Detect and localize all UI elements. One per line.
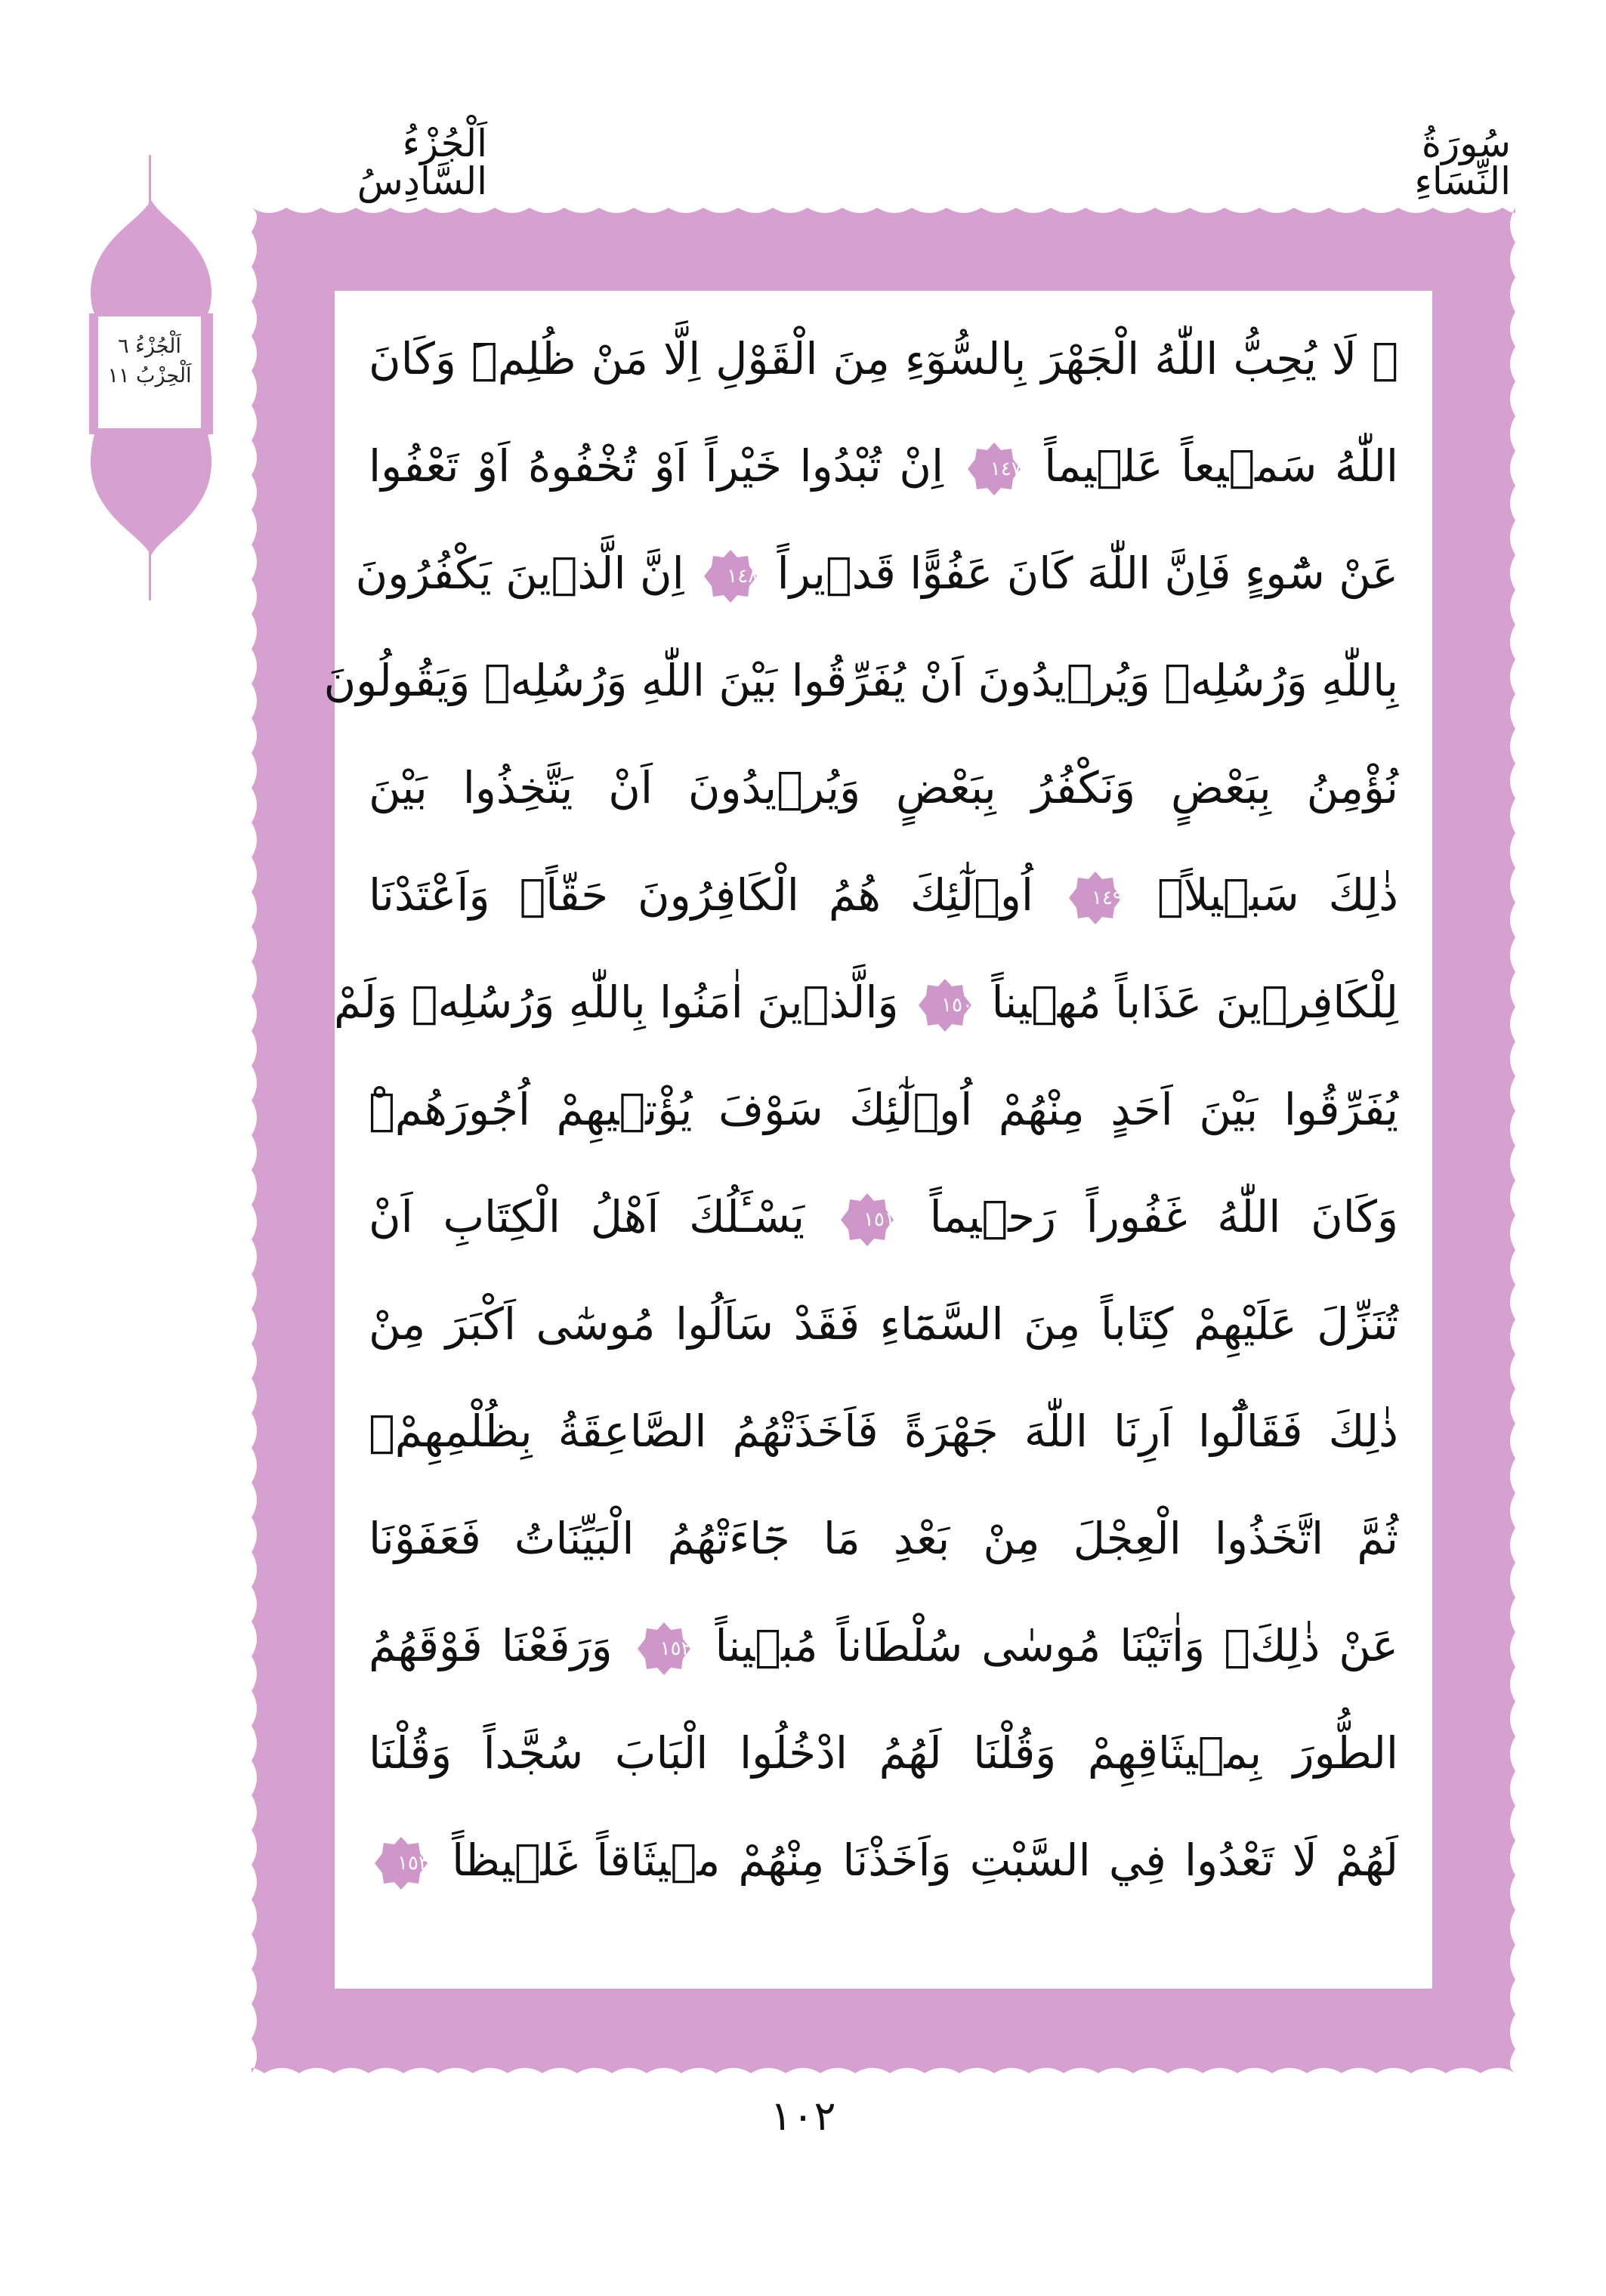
ayah-number-marker — [636, 1621, 692, 1677]
ayah-number-marker — [703, 548, 758, 604]
juz-hizb-box — [95, 313, 204, 431]
ayah-number: ١٤٨ — [727, 564, 759, 588]
verse-text: عَنْ ذٰلِكَۚ وَاٰتَيْنَا مُوسٰى سُلْطَاناً مُب۪يناً — [715, 1620, 1398, 1671]
verse-line — [369, 1600, 1398, 1691]
ayah-number-marker — [839, 1192, 895, 1248]
verse-line — [369, 313, 1398, 404]
verse-text: تُنَزِّلَ عَلَيْهِمْ كِتَاباً مِنَ السَّمَٓاءِ فَقَدْ سَاَلُوا مُوسٰٓى اَكْبَرَ مِنْ — [369, 1298, 1398, 1350]
surah-name-header: سُورَةُ النِّسَاءِ — [1414, 122, 1511, 203]
verse-line — [369, 1815, 1398, 1906]
verse-text: وَالَّذ۪ينَ اٰمَنُوا بِاللّٰهِ وَرُسُلِه۪ وَلَمْ — [333, 977, 899, 1028]
verse-line — [333, 957, 1398, 1048]
juz-name-header: اَلْجُزْءُ السَّادِسُ — [357, 122, 487, 203]
text-panel — [323, 291, 1432, 1989]
verse-text: ذٰلِكَ سَب۪يلاًۙ — [1157, 869, 1399, 921]
verse-text: اللّٰهُ سَم۪يعاً عَل۪يماً — [1044, 440, 1398, 492]
ayah-number: ١٥٠ — [941, 993, 974, 1017]
verse-text: اِنْ تُبْدُوا خَيْراً اَوْ تُخْفُوهُ اَوْ تَعْفُوا — [369, 440, 944, 492]
verse-text: ذٰلِكَ فَقَالُٓوا اَرِنَا اللّٰهَ جَهْرَةً فَاَخَذَتْهُمُ الصَّاعِقَةُ بِظُلْمِهِمْۚ — [369, 1406, 1398, 1457]
verse-line — [369, 1708, 1398, 1798]
verse-line — [369, 1064, 1398, 1155]
hizb-label: اَلْحِزْبُ ١١ — [107, 364, 192, 388]
verse-text: ۞ لَا يُحِبُّ اللّٰهُ الْجَهْرَ بِالسُّوٓءِ مِنَ الْقَوْلِ اِلَّا مَنْ ظُلِمَۜ وَكَانَ — [369, 333, 1398, 384]
ayah-number: ١٤٧ — [990, 457, 1022, 480]
verse-line — [369, 1493, 1398, 1584]
verse-text: ثُمَّ اتَّخَذُوا الْعِجْلَ مِنْ بَعْدِ مَا جَٓاءَتْهُمُ الْبَيِّنَاتُ فَعَفَوْنَا — [369, 1513, 1398, 1564]
verse-text: اِنَّ الَّذ۪ينَ يَكْفُرُونَ — [355, 548, 684, 599]
verse-text: وَكَانَ اللّٰهُ غَفُوراً رَح۪يماً — [929, 1191, 1398, 1242]
verse-text: اُو۬لٰٓئِكَ هُمُ الْكَافِرُونَ حَقّاًۚ وَاَعْتَدْنَا — [369, 869, 1033, 921]
verse-line — [355, 528, 1398, 619]
verse-text: لِلْكَافِر۪ينَ عَذَاباً مُه۪يناً — [991, 977, 1398, 1028]
verse-text: يُفَرِّقُوا بَيْنَ اَحَدٍ مِنْهُمْ اُو۬لٰٓئِكَ سَوْفَ يُؤْت۪يهِمْ اُجُورَهُمْۜ — [369, 1084, 1398, 1135]
verse-line — [369, 1386, 1398, 1477]
ayah-number-marker — [966, 441, 1022, 497]
verse-line — [369, 850, 1398, 940]
verse-text: بِاللّٰهِ وَرُسُلِه۪ وَيُر۪يدُونَ اَنْ يُفَرِّقُوا بَيْنَ اللّٰهِ وَرُسُلِه۪ وَيَقُولُونَ — [323, 655, 1398, 706]
verse-text: عَنْ سُٓوءٍ فَاِنَّ اللّٰهَ كَانَ عَفُوًّا قَد۪يراً — [777, 548, 1398, 599]
page-number: ١٠٢ — [770, 2092, 836, 2140]
ayah-number: ١٤٩ — [1092, 886, 1123, 909]
verse-text: نُؤْمِنُ بِبَعْضٍ وَنَكْفُرُ بِبَعْضٍ وَيُر۪يدُونَ اَنْ يَتَّخِذُوا بَيْنَ — [369, 762, 1398, 813]
juz-hizb-side-ornament — [76, 155, 227, 600]
ayah-number-marker — [1067, 870, 1123, 926]
ayah-number: ١٥٣ — [397, 1851, 429, 1875]
verse-text: وَرَفَعْنَا فَوْقَهُمُ — [369, 1620, 613, 1671]
verse-line — [369, 1171, 1398, 1262]
ayah-number-marker — [373, 1835, 429, 1891]
ayah-number-marker — [917, 977, 973, 1033]
verse-line — [369, 742, 1398, 833]
ayah-number: ١٥١ — [863, 1208, 895, 1231]
page-frame — [252, 208, 1515, 2073]
verse-text: لَهُمْ لَا تَعْدُوا فِي السَّبْتِ وَاَخَذْنَا مِنْهُمْ م۪يثَاقاً غَل۪يظاً — [452, 1835, 1399, 1886]
verse-line — [369, 1279, 1398, 1369]
verse-line — [369, 421, 1398, 511]
verse-text: يَسْـَٔلُكَ اَهْلُ الْكِتَابِ اَنْ — [369, 1191, 805, 1242]
verse-text: الطُّورَ بِم۪يثَاقِهِمْ وَقُلْنَا لَهُمُ ادْخُلُوا الْبَابَ سُجَّداً وَقُلْنَا — [369, 1727, 1398, 1779]
ayah-number: ١٥٢ — [659, 1637, 692, 1660]
verse-line — [323, 635, 1398, 726]
juz-label: اَلْجُزْءُ ٦ — [118, 335, 181, 358]
